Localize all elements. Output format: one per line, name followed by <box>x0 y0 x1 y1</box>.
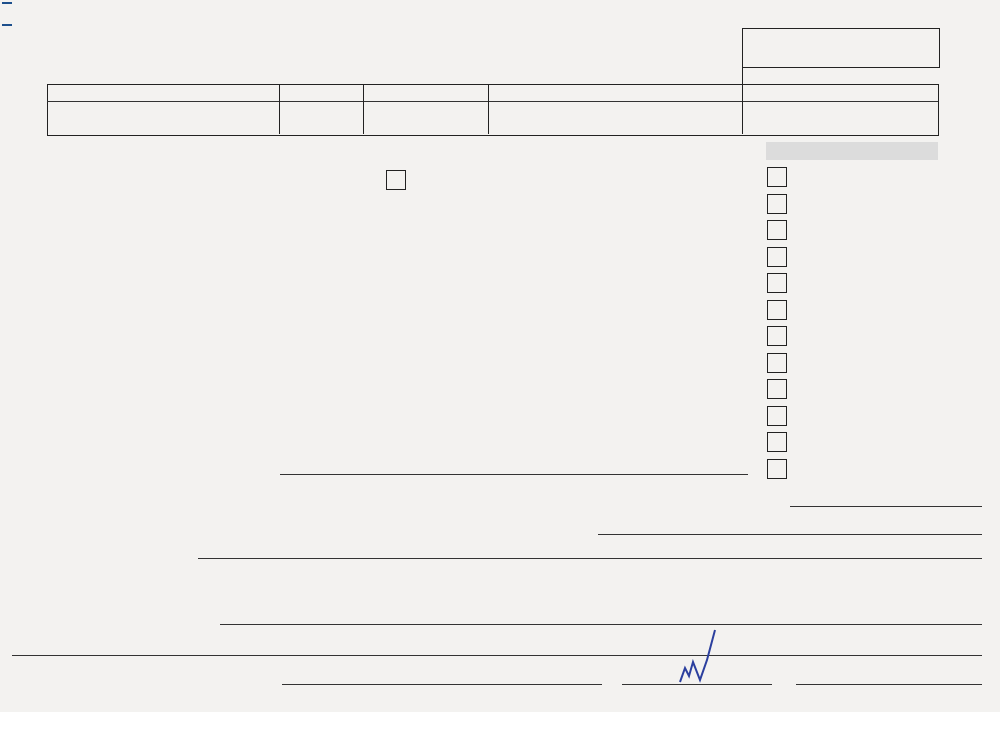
kit-checkbox[interactable] <box>767 379 787 399</box>
col-divider <box>363 84 364 134</box>
kit-checkbox[interactable] <box>767 194 787 214</box>
remarks-dvs-line <box>220 624 982 625</box>
kit-checkbox[interactable] <box>767 406 787 426</box>
col-divider <box>488 84 489 134</box>
kit-checkbox[interactable] <box>767 300 787 320</box>
remarks-line-2 <box>12 655 982 656</box>
stock-number-box <box>742 28 940 68</box>
kit-checkbox[interactable] <box>767 432 787 452</box>
name-line <box>282 684 602 685</box>
header-table <box>47 84 939 136</box>
kit-checkbox[interactable] <box>767 247 787 267</box>
kit-checkbox[interactable] <box>767 167 787 187</box>
remarks-mkpp-line <box>198 558 982 559</box>
signature-mark <box>655 620 725 690</box>
kit-header-bg <box>766 142 938 160</box>
removed-line <box>280 474 748 475</box>
kit-checkbox[interactable] <box>767 273 787 293</box>
col-divider <box>279 84 280 134</box>
kit-checkbox[interactable] <box>767 459 787 479</box>
watermark-logo <box>2 2 12 4</box>
kit-checkbox[interactable] <box>767 326 787 346</box>
watermark-logo <box>2 24 12 26</box>
signature-line <box>622 684 772 685</box>
header-table-divider <box>47 101 938 102</box>
option-checkbox[interactable] <box>386 170 406 190</box>
col-divider <box>742 66 743 134</box>
date-line <box>796 684 982 685</box>
kpp-line <box>790 506 982 507</box>
kit-checkbox[interactable] <box>767 353 787 373</box>
image-caption <box>0 712 1000 750</box>
kit-checkbox[interactable] <box>767 220 787 240</box>
akpp-line <box>598 534 982 535</box>
